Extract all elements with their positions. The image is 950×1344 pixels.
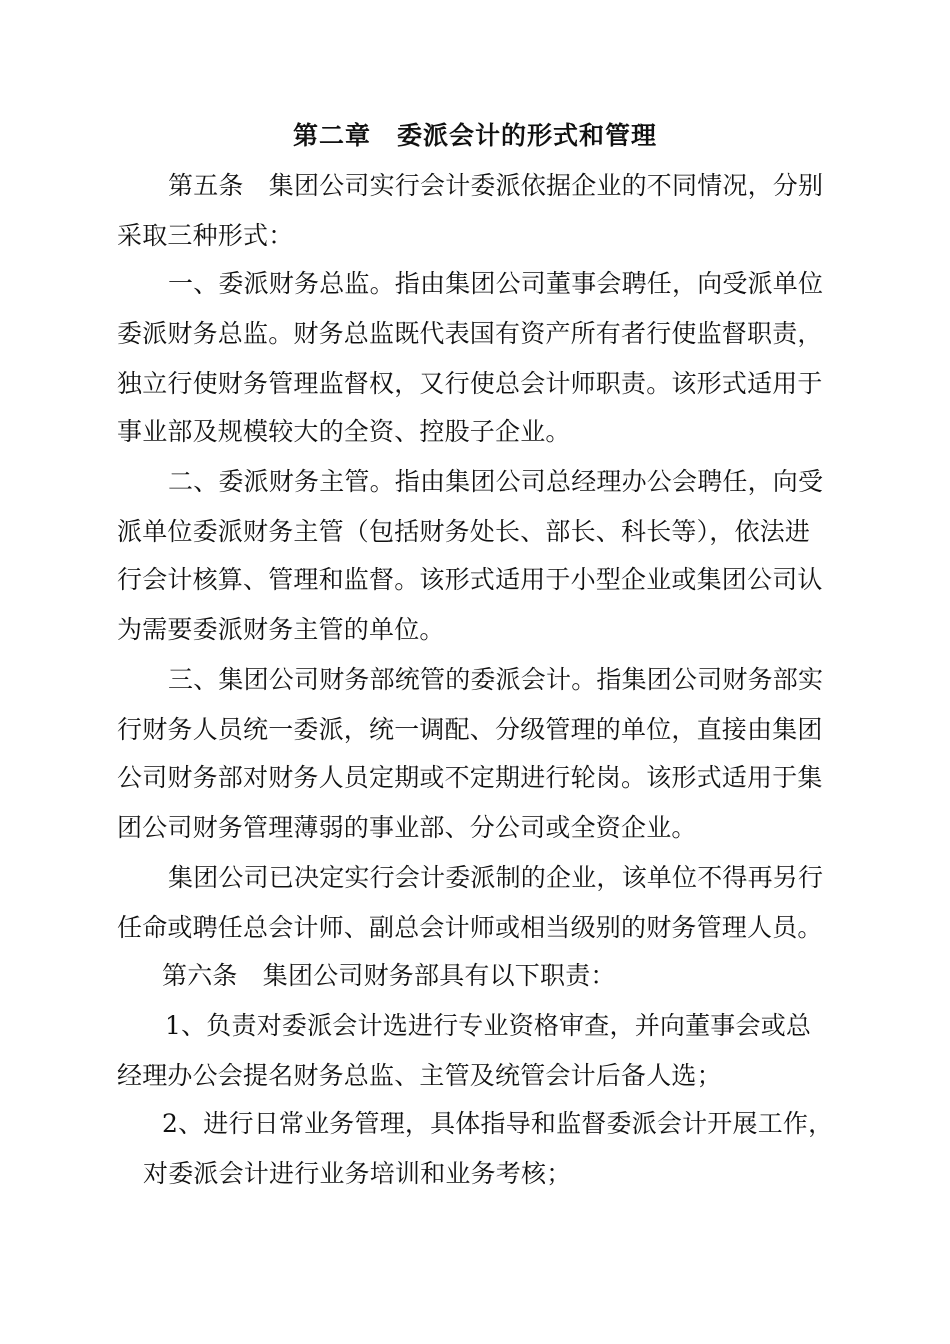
- article5-intro-line-1: 第五条 集团公司实行会计委派依据企业的不同情况，分别: [168, 171, 824, 200]
- article6-duty2-line-1: 2、进行日常业务管理，具体指导和监督委派会计开展工作，: [162, 1109, 834, 1138]
- article5-item1-line-2: 委派财务总监。财务总监既代表国有资产所有者行使监督职责，: [117, 319, 823, 348]
- article5-note-line-2: 任命或聘任总会计师、副总会计师或相当级别的财务管理人员。: [117, 913, 823, 942]
- article5-item2-line-3: 行会计核算、管理和监督。该形式适用于小型企业或集团公司认: [117, 565, 823, 594]
- article5-item2-line-2: 派单位委派财务主管（包括财务处长、部长、科长等），依法进: [117, 517, 811, 546]
- article6-duty1-line-2: 经理办公会提名财务总监、主管及统管会计后备人选；: [117, 1061, 722, 1090]
- article5-item3-line-4: 团公司财务管理薄弱的事业部、分公司或全资企业。: [117, 813, 697, 842]
- chapter-title: 第二章 委派会计的形式和管理: [292, 121, 657, 150]
- article5-item1-line-4: 事业部及规模较大的全资、控股子企业。: [117, 417, 571, 446]
- article5-item3-line-3: 公司财务部对财务人员定期或不定期进行轮岗。该形式适用于集: [117, 763, 823, 792]
- article6-duty2-line-2: 对委派会计进行业务培训和业务考核；: [143, 1159, 572, 1188]
- article6-duty1-line-1: 1、负责对委派会计选进行专业资格审查，并向董事会或总: [165, 1011, 812, 1040]
- article5-item2-line-4: 为需要委派财务主管的单位。: [117, 615, 445, 644]
- article5-note-line-1: 集团公司已决定实行会计委派制的企业，该单位不得再另行: [168, 863, 824, 892]
- article5-item2-line-1: 二、委派财务主管。指由集团公司总经理办公会聘任，向受: [168, 467, 824, 496]
- article5-item1-line-1: 一、委派财务总监。指由集团公司董事会聘任，向受派单位: [168, 269, 824, 298]
- article5-item3-line-1: 三、集团公司财务部统管的委派会计。指集团公司财务部实: [168, 665, 824, 694]
- article6-intro: 第六条 集团公司财务部具有以下职责：: [162, 961, 616, 990]
- article5-intro-line-2: 采取三种形式：: [117, 221, 294, 250]
- article5-item3-line-2: 行财务人员统一委派，统一调配、分级管理的单位，直接由集团: [117, 715, 823, 744]
- article5-item1-line-3: 独立行使财务管理监督权，又行使总会计师职责。该形式适用于: [117, 369, 823, 398]
